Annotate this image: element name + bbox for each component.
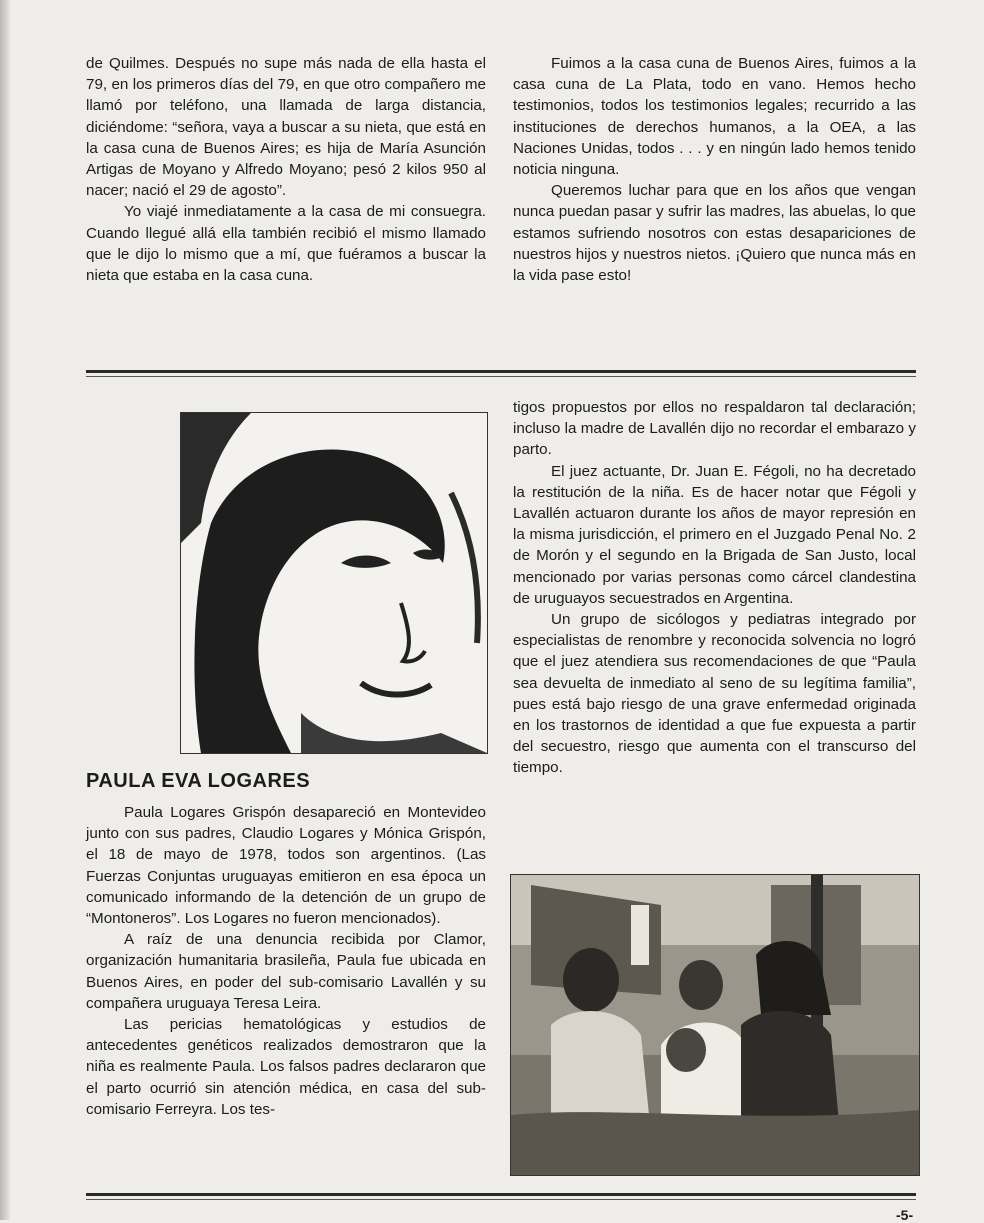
- portrait-photo: [180, 412, 488, 754]
- paragraph: Las pericias hematológicas y estudios de antecedentes genéticos realizados demostraron que la niña es realmente Paula. Los falsos padres declararon que el parto ocurrió sin atención médica, en casa del sub-comisario Ferreyra. Los tes-: [86, 1016, 486, 1118]
- paragraph: Queremos luchar para que en los años que vengan nunca puedan pasar y sufrir las madres, las abuelas, lo que estamos sufriendo nosotros con estas desapariciones de nuestros hijos y nuestros nietos. ¡Quiero que nunca más en la vida pase esto!: [513, 182, 916, 285]
- paragraph: Un grupo de sicólogos y pediatras integrado por especialistas de renombre y reconocida solvencia no logró que el juez atendiera sus recomendaciones de que “Paula sea devuelta de inmediato al seno de su legítima familia”, pues está bajo riesgo de una grave enfermedad originada en los trastornos de identidad a que fue expuesta a partir del secuestro, riesgo que aumenta con el transcurso del tiempo.: [513, 611, 916, 777]
- portrait-photo-graphic: [181, 413, 487, 753]
- paragraph: Fuimos a la casa cuna de Buenos Aires, fuimos a la casa cuna de La Plata, todo en vano. Hemos hecho testimonios, todos los testimonios legales; recurrido a las instituciones de derechos humanos, a la OEA, a las Naciones Unidas, todos . . . y en ningún lado hemos tenido noticia ninguna.: [513, 55, 916, 179]
- paragraph: Paula Logares Grispón desapareció en Montevideo junto con sus padres, Claudio Logares y Mónica Grispón, el 18 de mayo de 1978, todos son argentinos. (Las Fuerzas Conjuntas uruguayas emitieron en esa época un comunicado informando de la detención de un grupo de “Montoneros”. Los Logares no fueron mencionados).: [86, 804, 486, 928]
- family-photo-graphic: [511, 875, 919, 1175]
- page-spine-shadow: [0, 0, 10, 1220]
- paragraph: Yo viajé inmediatamente a la casa de mi consuegra. Cuando llegué allá ella también recibió el mismo llamado que le dijo lo mismo que a mí, que fuéramos a buscar la nieta que estaba en la casa cuna.: [86, 203, 486, 285]
- page-number: -5-: [896, 1207, 914, 1223]
- section-divider-bottom: [86, 1193, 916, 1196]
- top-left-column: [86, 53, 486, 286]
- paragraph: tigos propuestos por ellos no respaldaron tal declaración; incluso la madre de Lavallén dijo no recordar el embarazo y parto.: [513, 399, 916, 459]
- paragraph: El juez actuante, Dr. Juan E. Fégoli, no ha decretado la restitución de la niña. Es de hacer notar que Fégoli y Lavallén actuaron durante los años de mayor represión en la misma jurisdicción, el primero en el Juzgado Penal No. 2 de Morón y el segundo en la Brigada de San Justo, local mencionado por varias personas como cárcel clandestina de uruguayos secuestrados en Argentina.: [513, 462, 916, 607]
- section-divider-bottom-thin: [86, 1199, 916, 1200]
- paragraph: A raíz de una denuncia recibida por Clamor, organización humanitaria brasileña, Paula fue ubicada en Buenos Aires, en poder del sub-comisario Lavallén y su compañera uruguaya Teresa Leira.: [86, 931, 486, 1012]
- family-photo: [510, 874, 920, 1176]
- lower-left-column: [86, 802, 486, 1120]
- section-divider-top-thin: [86, 376, 916, 377]
- top-right-column: [513, 53, 916, 286]
- paragraph: de Quilmes. Después no supe más nada de ella hasta el 79, en los primeros días del 79, en que otro compañero me llamó por teléfono, una llamada de larga distancia, diciéndome: “señora, vaya a buscar a su nieta, que está en la casa cuna de Buenos Aires; es hija de María Asunción Artigas de Moyano y Alfredo Moyano; pesó 2 kilos 950 al nacer; nació el 29 de agosto”.: [86, 55, 486, 200]
- section-divider-top: [86, 370, 916, 373]
- lower-right-column: [513, 397, 916, 779]
- section-heading: PAULA EVA LOGARES: [86, 770, 311, 792]
